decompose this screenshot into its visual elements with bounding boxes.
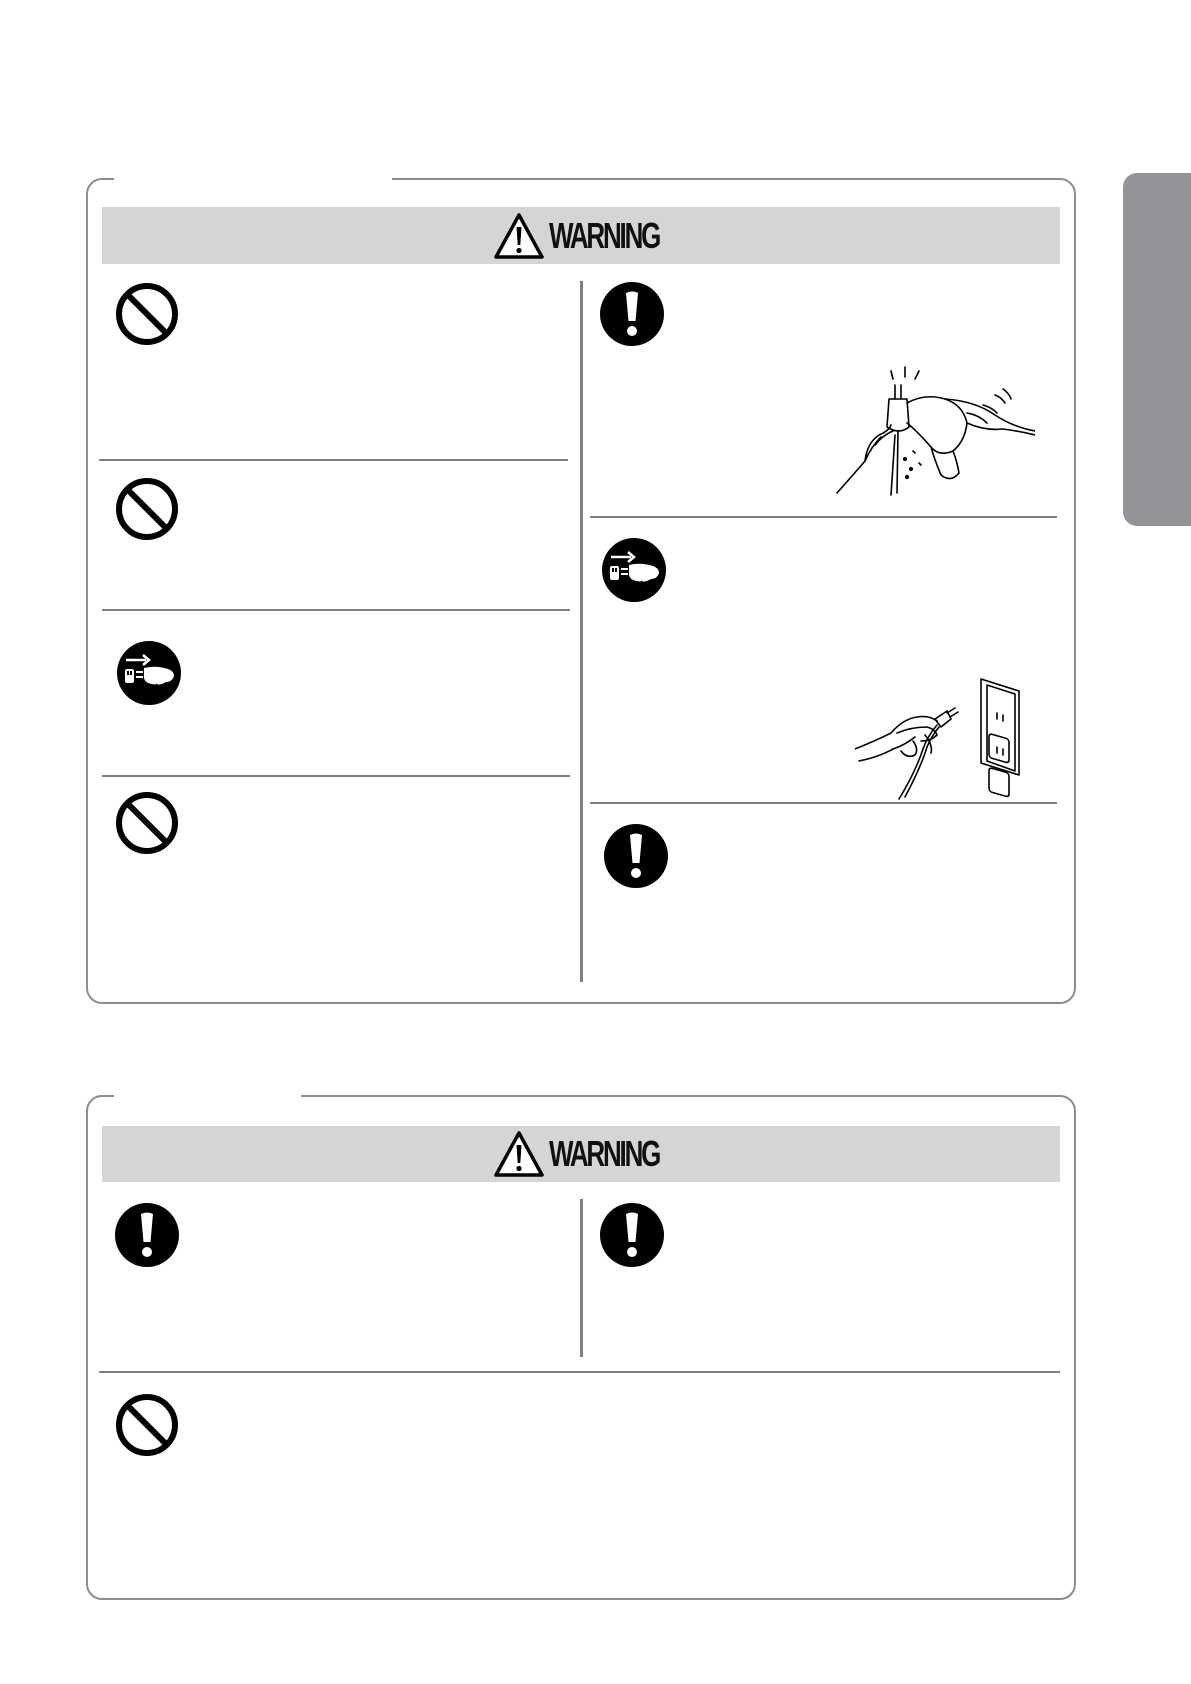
prohibited-icon <box>114 476 180 542</box>
item-divider <box>590 516 1057 518</box>
prohibited-icon <box>114 281 180 347</box>
prohibited-icon <box>114 1392 180 1458</box>
unplug-power-icon <box>601 537 667 603</box>
wipe-plug-illustration <box>835 365 1035 500</box>
banner-label: WARNING <box>549 214 660 256</box>
mandatory-action-icon <box>599 1202 665 1268</box>
prohibited-icon <box>114 790 180 856</box>
unplug-power-icon <box>116 640 182 706</box>
item-divider <box>99 1371 1060 1373</box>
warning-banner-1 <box>102 207 1060 264</box>
section-side-tab <box>1123 173 1191 526</box>
item-divider <box>102 609 570 611</box>
banner-label: WARNING <box>549 1133 660 1174</box>
column-divider <box>580 1199 583 1357</box>
warning-triangle-icon <box>493 212 545 260</box>
item-divider <box>99 459 568 461</box>
item-divider <box>102 775 570 777</box>
item-divider <box>590 802 1057 804</box>
mandatory-action-icon <box>599 281 665 347</box>
mandatory-action-icon <box>114 1202 180 1268</box>
pull-plug-illustration <box>855 675 1045 800</box>
mandatory-action-icon <box>603 823 669 889</box>
column-divider <box>580 281 583 982</box>
warning-banner-2 <box>102 1126 1060 1182</box>
warning-triangle-icon <box>493 1130 545 1178</box>
